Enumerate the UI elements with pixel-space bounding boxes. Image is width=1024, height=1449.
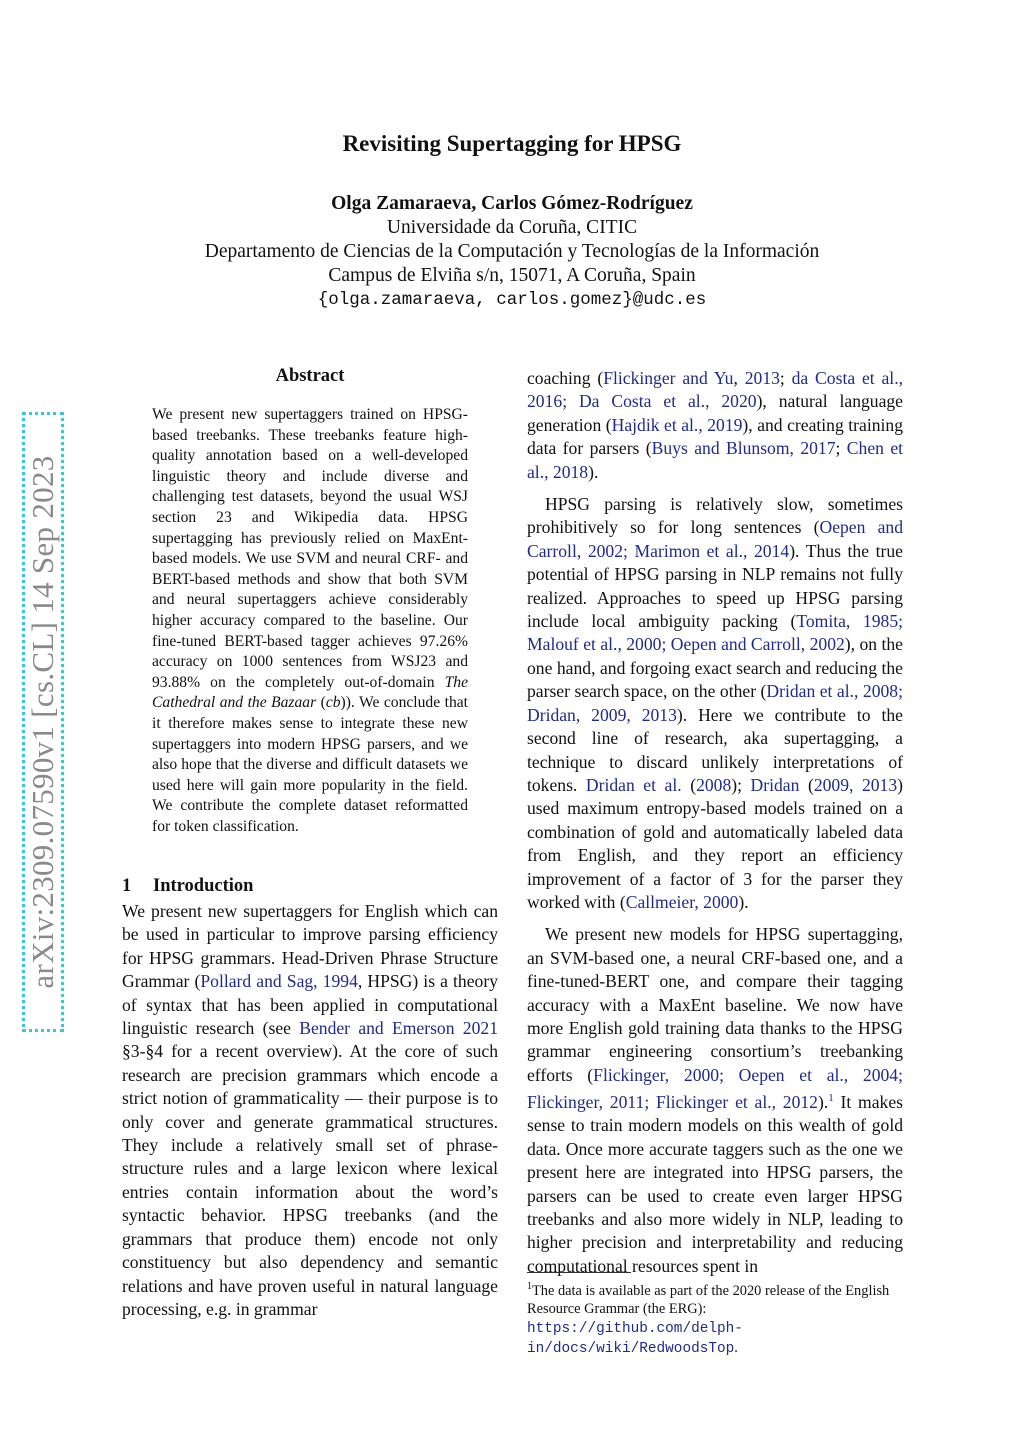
- text-run: ).: [738, 891, 749, 912]
- arxiv-stamp: arXiv:2309.07590v1 [cs.CL] 14 Sep 2023: [22, 412, 64, 1032]
- footnote: [527, 1278, 907, 1358]
- text-run: (: [799, 774, 814, 795]
- citation-link[interactable]: Tomita, 1985; Malouf et al., 2000; Oepen and Carroll, 2002: [527, 611, 903, 655]
- citation-link[interactable]: 2013: [744, 368, 780, 388]
- citation-link[interactable]: Callmeier, 2000: [625, 891, 739, 912]
- intro-paragraph-2: [527, 493, 903, 914]
- text-run: ) used maximum entropy-based models trained on a combination of gold and automatically labeled data from English, and they report an efficiency improvement of a factor of 3 for the parser they worked with (: [527, 774, 904, 912]
- citation-link[interactable]: Pollard and Sag, 1994: [200, 971, 358, 992]
- footnote-marker[interactable]: 1: [828, 1092, 834, 1105]
- text-run: (: [681, 774, 697, 795]
- affiliation-university: Universidade da Coruña, CITIC: [386, 217, 638, 238]
- citation-link[interactable]: Flickinger, 2000; Oepen et al., 2004; Flickinger, 2011; Flickinger et al., 2012: [527, 1064, 903, 1113]
- text-run: ), on the one hand, and forgoing exact search and reducing the parser search space, on the other (: [527, 634, 903, 702]
- citation-link[interactable]: Dridan: [750, 774, 800, 795]
- text-run: , HPSG) is a theory of syntax that has been applied in computational linguistic research (see: [122, 971, 498, 1039]
- abstract-text-1: We present new supertaggers trained on HPSG-based treebanks. These treebanks feature high-quality annotation based on a well-developed linguistic theory and include diverse and challenging test datasets, beyond the usual WSJ section 23 and Wikipedia data. HPSG supertagging has previously relied on MaxEnt-based models. We use SVM and neural CRF- and BERT-based methods and show that both SVM and neural supertaggers achieve considerably higher accuracy compared to the baseline. Our fine-tuned BERT-based tagger achieves 97.26% accuracy on 1000 sentences from WSJ23 and 93.88% on the completely out-of-domain: [152, 406, 468, 691]
- text-run: ;: [835, 438, 847, 459]
- paper-title: Revisiting Supertagging for HPSG: [342, 131, 682, 156]
- author-email[interactable]: {olga.zamaraeva, carlos.gomez}@udc.es: [317, 290, 707, 310]
- footnote-divider: [527, 1272, 631, 1273]
- text-run: We present new supertaggers for English which can be used in particular to improve parsing efficiency for HPSG grammars. Head-Driven Phrase Structure Grammar (: [122, 901, 498, 992]
- citation-link[interactable]: Flickinger and Yu: [603, 368, 734, 388]
- citation-link[interactable]: Hajdik et al., 2019: [611, 414, 743, 435]
- text-run: ). Thus the true potential of HPSG parsing in NLP remains not fully realized. Approaches to speed up HPSG parsing include local ambiguity packing (: [527, 540, 903, 632]
- text-run: HPSG parsing is relatively slow, sometimes prohibitively so for long sentences (: [527, 494, 903, 538]
- right-column: [527, 367, 903, 1278]
- left-column: [122, 900, 498, 1321]
- section-title: Introduction: [153, 876, 254, 896]
- text-run: We present new models for HPSG supertagging, an SVM-based one, a neural CRF-based one, and a fine-tuned-BERT one, and compare their tagging accuracy with a MaxEnt baseline. We now have more English gold training data thanks to the HPSG grammar engineering consortium’s treebanking efforts (: [527, 924, 903, 1085]
- text-run: );: [731, 774, 751, 795]
- text-run: ).: [588, 461, 599, 482]
- text-run: ,: [733, 368, 745, 388]
- authors: Olga Zamaraeva, Carlos Gómez-Rodríguez: [331, 193, 693, 214]
- section-heading-introduction: [122, 876, 253, 897]
- affiliation-department: Departamento de Ciencias de la Computación y Tecnologías de la Información: [204, 241, 820, 262]
- citation-link[interactable]: Chen et al., 2018: [527, 438, 904, 482]
- footnote-number: 1: [527, 1281, 532, 1292]
- abstract-text-3: )). We conclude that it therefore makes sense to integrate these new supertaggers into modern HPSG parsers, and we also hope that the diverse and difficult datasets we used here will gain more popularity in the field. We contribute the complete dataset reformatted for token classification.: [152, 694, 468, 835]
- text-run: §3-§4 for a recent overview). At the core of such research are precision grammars which encode a strict notion of grammaticality — their purpose is to only cover and generate grammatical structures. They include a relatively small set of phrase-structure rules and a large lexicon where lexical entries contain information about the word’s syntactic behavior. HPSG treebanks (and the grammars that produce them) encode not only constituency but also dependency and semantic relations and have proven useful in natural language processing, e.g. in grammar: [122, 1041, 498, 1319]
- citation-link[interactable]: Buys and Blunsom, 2017: [651, 438, 836, 459]
- author-block: [0, 192, 1024, 312]
- citation-link[interactable]: Oepen and Carroll, 2002; Marimon et al., 2014: [527, 517, 903, 561]
- citation-link[interactable]: da Costa et al., 2016; Da Costa et al., 2020: [527, 368, 903, 412]
- text-run: ). Here we contribute to the second line of research, aka supertagging, a technique to discard unlikely interpretations of tokens.: [527, 704, 903, 795]
- text-run: ), and creating training data for parsers (: [527, 414, 903, 459]
- section-number: 1: [122, 876, 132, 896]
- affiliation-address: Campus de Elviña s/n, 15071, A Coruña, Spain: [328, 265, 696, 286]
- text-run: ;: [779, 368, 792, 388]
- text-run: ).: [817, 1092, 829, 1113]
- abstract-body: [152, 405, 468, 837]
- abstract-heading: Abstract: [275, 366, 345, 386]
- abstract-cb: cb: [325, 694, 341, 712]
- intro-paragraph-3: [527, 923, 903, 1278]
- citation-link[interactable]: 2008: [696, 774, 732, 795]
- footnote-end: .: [734, 1339, 738, 1356]
- intro-paragraph-continued: [527, 367, 903, 484]
- citation-link[interactable]: Bender and Emerson 2021: [299, 1018, 498, 1039]
- footnote-url-link[interactable]: https://github.com/delph-in/docs/wiki/RedwoodsTop: [527, 1320, 743, 1357]
- abstract-book-title: The Cathedral and the Bazaar: [152, 673, 468, 712]
- text-run: coaching (: [527, 368, 604, 388]
- citation-link[interactable]: 2009, 2013: [813, 774, 898, 795]
- text-run: It makes sense to train modern models on this wealth of gold data. Once more accurate taggers such as the one we present here are integrated into HPSG parsers, the parsers can be used to create even larger HPSG treebanks and also more widely in NLP, leading to higher precision and interpretability and reducing computational resources spent in: [527, 1092, 903, 1276]
- citation-link[interactable]: Dridan et al.: [585, 774, 682, 795]
- intro-paragraph-1: [122, 900, 498, 1321]
- abstract-text-2: (: [316, 694, 326, 712]
- citation-link[interactable]: Dridan et al., 2008; Dridan, 2009, 2013: [527, 681, 903, 725]
- text-run: ), natural language generation (: [527, 391, 903, 435]
- footnote-text: The data is available as part of the 2020 release of the English Resource Grammar (the ERG):: [527, 1282, 890, 1318]
